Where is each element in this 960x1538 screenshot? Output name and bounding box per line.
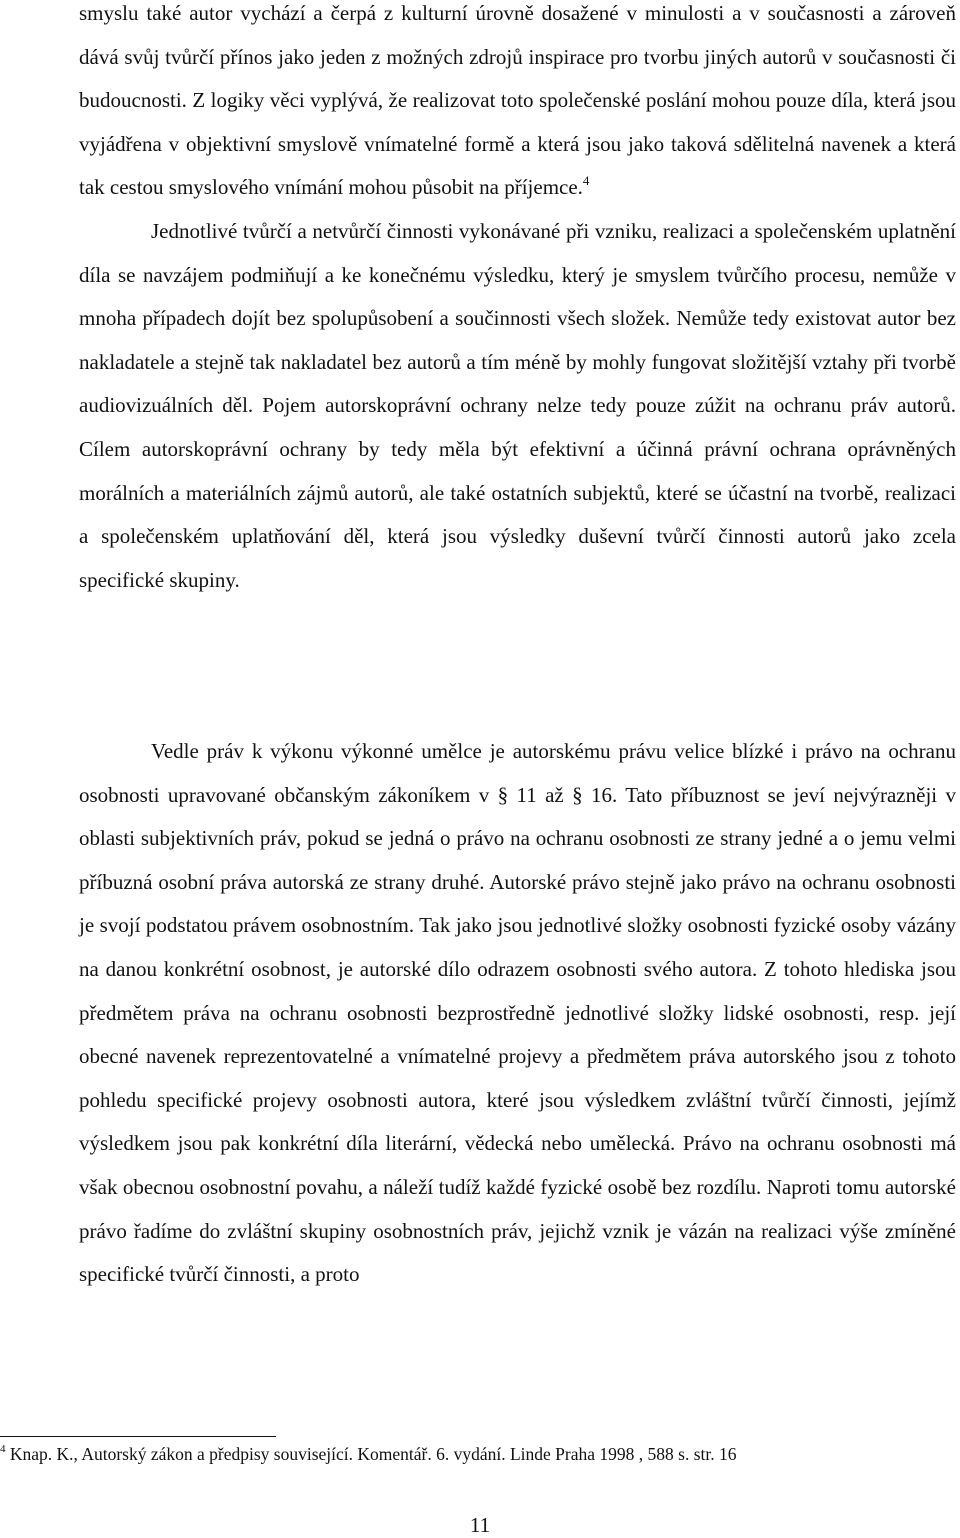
page-number: 11 (469, 1513, 491, 1537)
main-text-top (79, 0, 956, 602)
footnote (0, 1441, 960, 1467)
paragraph-continued (79, 0, 956, 210)
paragraph-2: Jednotlivé tvůrčí a netvůrčí činnosti vykonávané při vzniku, realizaci a společenském uplatnění díla se navzájem podmiňují a ke konečnému výsledku, který je smyslem tvůrčího procesu, nemůže v mnoha případech dojít bez spolupůsobení a součinnosti všech složek. Nemůže tedy existovat autor bez nakladatele a stejně tak nakladatel bez autorů a tím méně by mohly fungovat složitější vztahy při tvorbě audiovizuálních děl. Pojem autorskoprávní ochrany nelze tedy pouze zúžit na ochranu práv autorů. Cílem autorskoprávní ochrany by tedy měla být efektivní a účinná právní ochrana oprávněných morálních a materiálních zájmů autorů, ale také ostatních subjektů, které se účastní na tvorbě, realizaci a společenském uplatňování děl, která jsou výsledky duševní tvůrčí činnosti autorů jako zcela specifické skupiny. (79, 218, 956, 592)
paragraph-3: Vedle práv k výkonu výkonné umělce je autorskému právu velice blízké i právo na ochranu osobnosti upravované občanským zákoníkem v § 11 až § 16. Tato příbuznost se jeví nejvýrazněji v oblasti subjektivních práv, pokud se jedná o právo na ochranu osobnosti ze strany jedné a o jemu velmi příbuzná osobní práva autorská ze strany druhé. Autorské právo stejně jako právo na ochranu osobnosti je svojí podstatou právem osobnostním. Tak jako jsou jednotlivé složky osobnosti fyzické osoby vázány na danou konkrétní osobnost, je autorské dílo odrazem osobnosti svého autora. Z tohoto hlediska jsou předmětem práva na ochranu osobnosti bezprostředně jednotlivé složky lidské osobnosti, resp. její obecné navenek reprezentovatelné a vnímatelné projevy a předmětem práva autorského jsou z tohoto pohledu specifické projevy osobnosti autora, které jsou výsledkem zvláštní tvůrčí činnosti, jejímž výsledkem jsou pak konkrétní díla literární, vědecká nebo umělecká. Právo na ochranu osobnosti má však obecnou osobnostní povahu, a náleží tudíž každé fyzické osobě bez rozdílu. Naproti tomu autorské právo řadíme do zvláštní skupiny osobnostních práv, jejichž vznik je vázán na realizaci výše zmíněné specifické tvůrčí činnosti, a proto (79, 739, 956, 1287)
footnote-separator (0, 1436, 276, 1437)
footnote-text: Knap. K., Autorský zákon a předpisy související. Komentář. 6. vydání. Linde Praha 1998 , 588 s. str. 16 (9, 1444, 737, 1464)
main-text-bottom (79, 730, 956, 1297)
footnote-number: 4 (0, 1443, 6, 1455)
paragraph-1-text: smyslu také autor vychází a čerpá z kulturní úrovně dosažené v minulosti a v současnosti a zároveň dává svůj tvůrčí přínos jako jeden z možných zdrojů inspirace pro tvorbu jiných autorů v současnosti či budoucnosti. Z logiky věci vyplývá, že realizovat toto společenské poslání mohou pouze díla, která jsou vyjádřena v objektivní smyslově vnímatelné formě a která jsou jako taková sdělitelná navenek a která tak cestou smyslového vnímání mohou působit na příjemce. (79, 1, 956, 200)
footnote-reference[interactable]: 4 (582, 173, 590, 189)
